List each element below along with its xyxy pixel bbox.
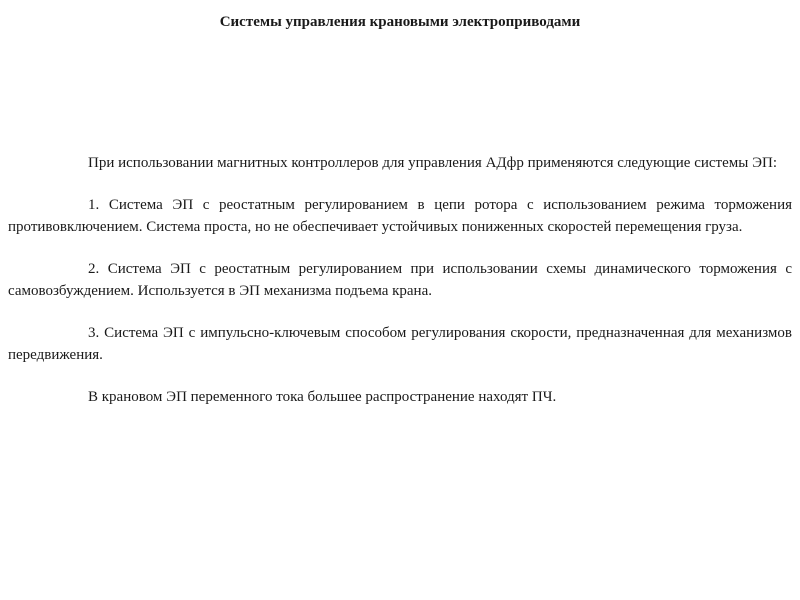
intro-paragraph: При использовании магнитных контроллеров для управления АДфр применяются следующие системы ЭП: <box>88 155 777 171</box>
conclusion-paragraph: В крановом ЭП переменного тока большее распространение находят ПЧ. <box>88 389 557 405</box>
list-item-1: 1. Система ЭП с реостатным регулированием в цепи ротора с использованием режима торможения противовключением. Система проста, но не обеспечивает устойчивых пониженных скоростей перемещения груза. <box>8 197 792 235</box>
slide-body <box>8 152 792 428</box>
slide-title: Системы управления крановыми электроприводами <box>219 14 581 30</box>
list-item-3: 3. Система ЭП с импульсно-ключевым способом регулирования скорости, предназначенная для механизмов передвижения. <box>8 325 792 363</box>
list-item-2: 2. Система ЭП с реостатным регулированием при использовании схемы динамического торможения с самовозбуждением. Используется в ЭП механизма подъема крана. <box>8 261 792 299</box>
